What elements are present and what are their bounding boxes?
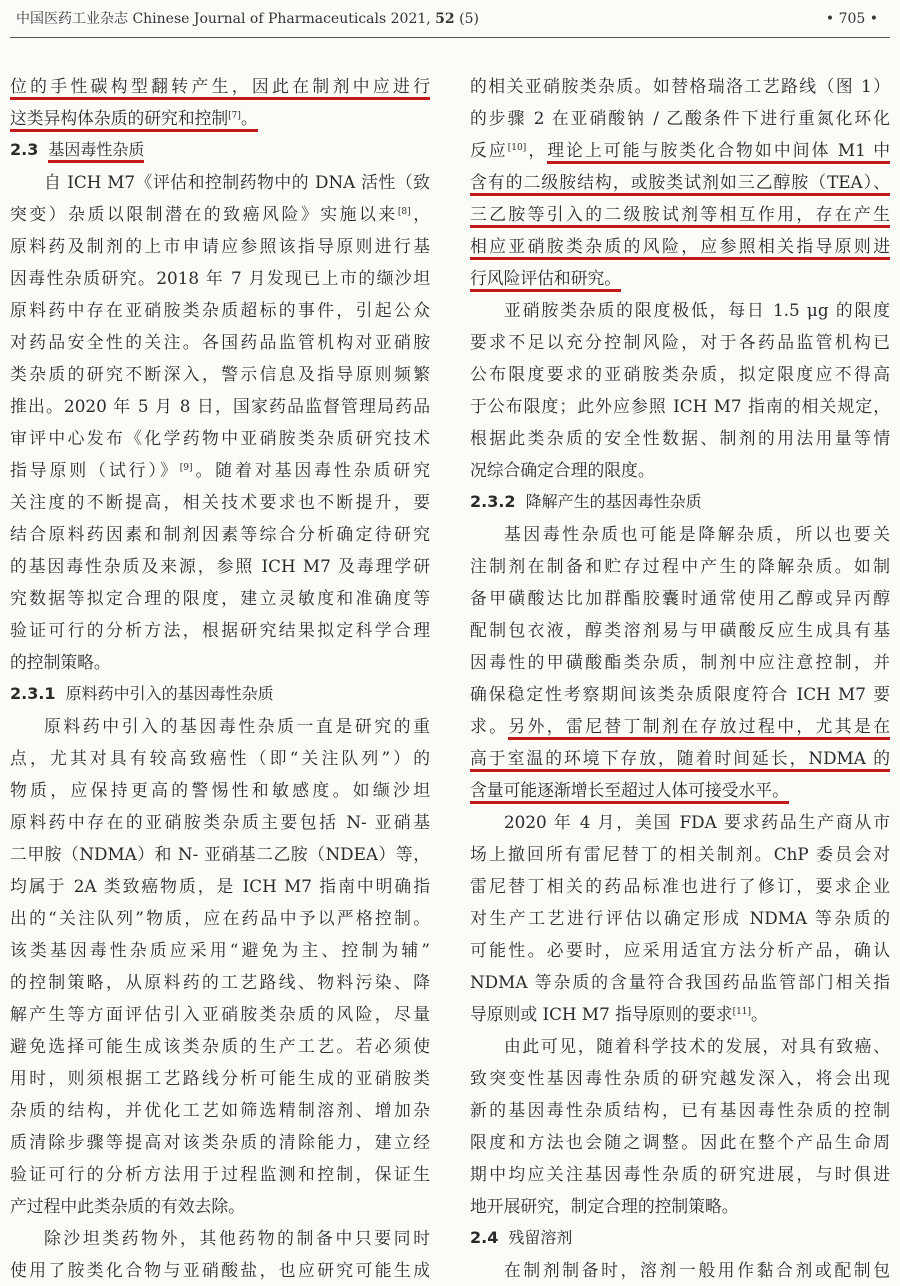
section-heading	[10, 678, 430, 710]
section-title: 残留溶剂	[508, 1228, 573, 1247]
text-line	[10, 710, 430, 742]
text-line	[10, 518, 430, 550]
section-title: 基因毒性杂质	[48, 140, 144, 163]
text-line	[10, 806, 430, 838]
line-text: 况综合确定合理的限度。	[470, 460, 655, 480]
section-number: 2.3	[10, 140, 39, 159]
line-text: 求。	[470, 716, 509, 736]
line-span	[10, 1100, 430, 1120]
line-span	[10, 1004, 430, 1024]
line-span	[470, 396, 890, 416]
journal-volume: 52	[435, 11, 455, 27]
line-tail: ，	[410, 204, 430, 224]
text-line	[470, 582, 890, 614]
line-span	[10, 588, 430, 608]
line-text: 原料药中存在的亚硝胺类杂质主要包括 N- 亚硝基	[10, 812, 430, 832]
text-line	[470, 198, 890, 230]
left-column	[10, 70, 430, 1286]
line-span	[504, 1260, 890, 1280]
line-span	[470, 1100, 890, 1120]
line-span	[470, 972, 890, 992]
text-line	[470, 1030, 890, 1062]
section-heading	[470, 1222, 890, 1254]
section-heading	[10, 134, 430, 166]
line-text: 根据此类杂质的安全性数据、制剂的用法用量等情	[470, 428, 890, 448]
text-line	[10, 358, 430, 390]
line-span	[10, 300, 430, 320]
highlighted-span	[470, 268, 621, 292]
line-span	[470, 1068, 890, 1088]
text-line	[10, 486, 430, 518]
line-span	[470, 876, 890, 896]
line-text: 期中均应关注基因毒性杂质的研究进展，与时俱进	[470, 1164, 890, 1184]
line-tail: 。随着对基因毒性杂质研究	[192, 460, 430, 480]
line-text: 该类基因毒性杂质应采用“避免为主、控制为辅”	[10, 940, 430, 960]
text-line	[10, 582, 430, 614]
line-span	[10, 876, 430, 896]
line-text: 二甲胺（NDMA）和 N- 亚硝基二乙胺（NDEA）等，	[10, 844, 430, 864]
line-text: 原料药及制剂的上市申请应参照该指导原则进行基	[10, 236, 430, 256]
line-text: 结合原料药因素和制剂因素等综合分析确定待研究	[10, 524, 430, 544]
line-text: 出的“关注队列”物质，应在药品中予以严格控制。	[10, 908, 430, 928]
text-line	[10, 454, 430, 486]
line-text: 质清除步骤等提高对该类杂质的清除能力，建立经	[10, 1132, 430, 1152]
line-span	[10, 1164, 430, 1184]
line-span	[10, 428, 430, 448]
line-text: 导原则或 ICH M7 指导原则的要求	[470, 1004, 733, 1024]
text-line	[10, 1126, 430, 1158]
line-text: 的相关亚硝胺类杂质。如替格瑞洛工艺路线（图 1）	[470, 76, 890, 96]
line-text: 公布限度要求的亚硝胺类杂质，拟定限度应不得高	[470, 364, 890, 384]
line-text: 注制剂在制备和贮存过程中产生的降解杂质。如制	[470, 556, 890, 576]
line-span	[470, 844, 890, 864]
line-text: 均属于 2A 类致癌物质，是 ICH M7 指南中明确指	[10, 876, 430, 896]
section-title: 降解产生的基因毒性杂质	[525, 492, 702, 511]
text-line	[470, 454, 890, 486]
text-line	[470, 1190, 890, 1222]
line-text: 场上撤回所有雷尼替丁的相关制剂。ChP 委员会对	[470, 844, 890, 864]
line-span	[470, 1164, 890, 1184]
citation-ref: [10]	[507, 143, 527, 153]
line-span	[470, 652, 890, 672]
line-span	[470, 1004, 768, 1024]
line-span	[470, 1196, 739, 1216]
header-rule	[10, 37, 890, 38]
line-text: 于公布限度；此外应参照 ICH M7 指南的相关规定，	[470, 396, 890, 416]
line-text: 的步骤 2 在亚硝酸钠 / 乙酸条件下进行重氮化环化	[470, 108, 890, 128]
text-line	[470, 550, 890, 582]
line-span	[10, 748, 430, 768]
text-line	[10, 902, 430, 934]
section-number: 2.3.2	[470, 492, 516, 511]
line-text: 限度和方法也会随之调整。因此在整个产品生命周	[470, 1132, 890, 1152]
line-text: 突变）杂质以限制潜在的致癌风险》实施以来	[10, 204, 398, 224]
text-line	[470, 326, 890, 358]
line-text: 因毒性的甲磺酸酯类杂质，制剂中应注意控制，并	[470, 652, 890, 672]
text-line	[10, 102, 430, 134]
line-text: 确保稳定性考察期间该类杂质限度符合 ICH M7 要	[470, 684, 890, 704]
line-text: 要求不足以充分控制风险，对于各药品监管机构已	[470, 332, 890, 352]
line-text: 配制包衣液，醇类溶剂易与甲磺酸反应生成具有基	[470, 620, 890, 640]
line-text: 高于室温的环境下存放，随着时间延长，NDMA 的	[470, 748, 890, 768]
running-header	[0, 0, 900, 38]
text-line	[470, 902, 890, 934]
line-text: 对药品安全性的关注。各国药品监管机构对亚硝胺	[10, 332, 430, 352]
line-span	[10, 1068, 430, 1088]
line-text: 原料药中存在亚硝胺类杂质超标的事件，引起公众	[10, 300, 430, 320]
text-line	[10, 230, 430, 262]
line-span	[470, 620, 890, 640]
line-text: 这类异构体杂质的研究和控制	[10, 108, 229, 128]
line-span	[10, 844, 430, 864]
line-text: 自 ICH M7《评估和控制药物中的 DNA 活性（致	[44, 172, 430, 192]
page-number: • 705 •	[825, 11, 878, 27]
line-tail: 。	[240, 108, 258, 128]
line-text: 的控制策略。	[10, 652, 111, 672]
line-text: 备甲磺酸达比加群酯胶囊时通常使用乙醇或异丙醇	[470, 588, 890, 608]
text-line	[470, 166, 890, 198]
journal-name-cn: 中国医药工业杂志	[16, 11, 128, 27]
text-line	[10, 966, 430, 998]
line-span	[10, 1132, 430, 1152]
highlighted-span: 理论上可能与胺类化合物如中间体 M1 中	[547, 140, 890, 164]
line-text: 产过程中此类杂质的有效去除。	[10, 1196, 245, 1216]
line-span	[10, 1196, 245, 1216]
line-span	[10, 492, 430, 512]
text-line	[470, 518, 890, 550]
text-line	[10, 294, 430, 326]
line-span	[470, 428, 890, 448]
text-line	[470, 838, 890, 870]
line-span	[10, 1260, 430, 1280]
line-span	[10, 908, 430, 928]
text-line	[10, 1158, 430, 1190]
line-span	[10, 620, 430, 640]
line-span	[504, 1036, 890, 1056]
line-span	[470, 332, 890, 352]
line-text: 使用了胺类化合物与亚硝酸盐，也应研究可能生成	[10, 1260, 430, 1280]
journal-issue: (5)	[459, 11, 479, 27]
text-line	[10, 422, 430, 454]
text-line	[10, 1030, 430, 1062]
text-line	[10, 166, 430, 198]
text-line	[470, 262, 890, 294]
line-text: 亚硝胺类杂质的限度极低，每日 1.5 μg 的限度	[504, 300, 890, 320]
line-text: 致突变性基因毒性杂质的研究越发深入，将会出现	[470, 1068, 890, 1088]
section-number: 2.3.1	[10, 684, 56, 703]
line-span	[10, 940, 430, 960]
line-span	[470, 1132, 890, 1152]
text-line	[470, 934, 890, 966]
highlighted-span	[10, 108, 258, 132]
line-span	[10, 364, 430, 384]
line-text: 由此可见，随着科学技术的发展，对具有致癌、	[504, 1036, 890, 1056]
text-line	[470, 1126, 890, 1158]
line-text: 除沙坦类药物外，其他药物的制备中只要同时	[44, 1228, 430, 1248]
line-tail: 。	[751, 1004, 768, 1024]
line-text: 的控制策略，从原料药的工艺路线、物料污染、降	[10, 972, 430, 992]
section-title: 原料药中引入的基因毒性杂质	[65, 684, 274, 703]
text-line	[470, 102, 890, 134]
line-span	[470, 556, 890, 576]
line-span	[504, 300, 890, 320]
line-text: 审评中心发布《化学药物中亚硝胺类杂质研究技术	[10, 428, 430, 448]
text-line	[470, 774, 890, 806]
line-text: 三乙胺等引入的二级胺试剂等相互作用，存在产生	[470, 204, 890, 224]
journal-citation	[16, 0, 479, 38]
highlighted-span	[470, 172, 890, 196]
line-span	[10, 556, 430, 576]
text-line	[10, 614, 430, 646]
text-line	[10, 326, 430, 358]
right-column	[470, 70, 890, 1286]
line-span	[470, 140, 890, 160]
text-line	[470, 230, 890, 262]
line-span	[470, 76, 890, 96]
line-text: 类杂质的研究不断深入，警示信息及指导原则频繁	[10, 364, 430, 384]
line-span	[470, 364, 890, 384]
line-text: 究数据等拟定合理的限度，建立灵敏度和准确度等	[10, 588, 430, 608]
line-text: 地开展研究，制定合理的控制策略。	[470, 1196, 739, 1216]
text-line	[470, 358, 890, 390]
line-span	[504, 524, 890, 544]
line-span	[10, 204, 430, 224]
line-span	[470, 108, 890, 128]
section-number: 2.4	[470, 1228, 499, 1247]
text-line	[10, 198, 430, 230]
text-line	[10, 262, 430, 294]
highlighted-span	[10, 76, 430, 100]
text-line	[10, 934, 430, 966]
line-text: 新的基因毒性杂质结构，已有基因毒性杂质的控制	[470, 1100, 890, 1120]
text-line	[10, 774, 430, 806]
citation-ref: [7]	[228, 111, 241, 121]
text-line	[470, 614, 890, 646]
line-span	[470, 460, 655, 480]
text-line	[470, 870, 890, 902]
section-heading	[470, 486, 890, 518]
line-text: 行风险评估和研究。	[470, 268, 622, 288]
highlighted-span	[470, 748, 890, 772]
line-text: 关注度的不断提高，相关技术要求也不断提升，要	[10, 492, 430, 512]
text-line	[470, 646, 890, 678]
text-line	[470, 742, 890, 774]
text-line	[10, 390, 430, 422]
highlighted-span	[470, 236, 890, 260]
line-span	[470, 588, 890, 608]
journal-name-en: Chinese Journal of Pharmaceuticals 2021,	[132, 11, 431, 27]
line-tail: ，	[526, 140, 548, 160]
text-line	[470, 806, 890, 838]
text-line	[10, 1094, 430, 1126]
line-text: 位的手性碳构型翻转产生，因此在制剂中应进行	[10, 76, 430, 96]
text-line	[10, 646, 430, 678]
line-span	[10, 812, 430, 832]
text-line	[10, 550, 430, 582]
text-line	[10, 838, 430, 870]
line-text: 含有的二级胺结构，或胺类试剂如三乙醇胺（TEA）、	[470, 172, 890, 192]
line-span	[470, 716, 890, 740]
line-text: 指导原则（试行）》	[10, 460, 180, 480]
text-line	[10, 1222, 430, 1254]
line-span	[470, 908, 890, 928]
line-text: 推出。2020 年 5 月 8 日，国家药品监督管理局药品	[10, 396, 430, 416]
line-text: 基因毒性杂质也可能是降解杂质，所以也要关	[504, 524, 890, 544]
line-text: 的基因毒性杂质及来源，参照 ICH M7 及毒理学研	[10, 556, 430, 576]
line-text: 在制剂制备时，溶剂一般用作黏合剂或配制包	[504, 1260, 890, 1280]
line-span	[10, 460, 430, 480]
line-text: 原料药中引入的基因毒性杂质一直是研究的重	[44, 716, 430, 736]
text-line	[10, 1254, 430, 1286]
line-text: 解产生等方面评估引入亚硝胺类杂质的风险，尽量	[10, 1004, 430, 1024]
line-span	[10, 236, 430, 256]
line-text: 点，尤其对具有较高致癌性（即“关注队列”）的	[10, 748, 430, 768]
line-text: 用时，则须根据工艺路线分析可能生成的亚硝胺类	[10, 1068, 430, 1088]
text-line	[470, 998, 890, 1030]
line-text: 可能性。必要时，应采用适宜方法分析产品，确认	[470, 940, 890, 960]
line-span	[10, 972, 430, 992]
line-span	[44, 716, 430, 736]
text-line	[470, 134, 890, 166]
line-text: 对生产工艺进行评估以确定形成 NDMA 等杂质的	[470, 908, 890, 928]
text-line	[10, 1190, 430, 1222]
line-text: 杂质的结构，并优化工艺如筛选精制溶剂、增加杂	[10, 1100, 430, 1120]
line-span	[44, 172, 430, 192]
line-text: 相应亚硝胺类杂质的风险，应参照相关指导原则进	[470, 236, 890, 256]
line-span	[10, 1036, 430, 1056]
highlighted-span	[470, 780, 789, 804]
text-line	[10, 870, 430, 902]
text-line	[10, 1062, 430, 1094]
text-line	[470, 390, 890, 422]
line-span	[10, 652, 111, 672]
line-text: 避免选择可能生成该类杂质的生产工艺。若必须使	[10, 1036, 430, 1056]
text-line	[470, 966, 890, 998]
line-text: 物质，应保持更高的警惕性和敏感度。如缬沙坦	[10, 780, 430, 800]
text-line	[470, 1254, 890, 1286]
highlighted-span: 另外，雷尼替丁制剂在存放过程中，尤其是在	[508, 716, 890, 740]
text-line	[10, 998, 430, 1030]
line-span	[10, 268, 430, 288]
line-text: 验证可行的分析方法用于过程监测和控制，保证生	[10, 1164, 430, 1184]
line-span	[470, 684, 890, 704]
line-text: 2020 年 4 月，美国 FDA 要求药品生产商从市	[504, 812, 890, 832]
line-span	[10, 396, 430, 416]
line-text: 验证可行的分析方法，根据研究结果拟定科学合理	[10, 620, 430, 640]
citation-ref: [11]	[732, 1007, 752, 1017]
citation-ref: [8]	[397, 207, 411, 217]
line-text: NDMA 等杂质的含量符合我国药品监管部门相关指	[470, 972, 890, 992]
text-line	[470, 678, 890, 710]
line-text: 因毒性杂质研究。2018 年 7 月发现已上市的缬沙坦	[10, 268, 430, 288]
text-line	[10, 742, 430, 774]
citation-ref: [9]	[179, 463, 193, 473]
line-span	[470, 940, 890, 960]
line-span	[44, 1228, 430, 1248]
line-text: 雷尼替丁相关的药品标准也进行了修订，要求企业	[470, 876, 890, 896]
text-line	[470, 710, 890, 742]
line-span	[10, 332, 430, 352]
line-text: 含量可能逐渐增长至超过人体可接受水平。	[470, 780, 789, 800]
text-line	[10, 70, 430, 102]
text-line	[470, 422, 890, 454]
line-span	[10, 524, 430, 544]
text-line	[470, 1158, 890, 1190]
text-line	[470, 294, 890, 326]
text-line	[470, 1062, 890, 1094]
text-line	[470, 70, 890, 102]
line-span	[504, 812, 890, 832]
highlighted-span	[470, 204, 890, 228]
line-span	[10, 780, 430, 800]
line-text: 反应	[470, 140, 508, 160]
text-line	[470, 1094, 890, 1126]
